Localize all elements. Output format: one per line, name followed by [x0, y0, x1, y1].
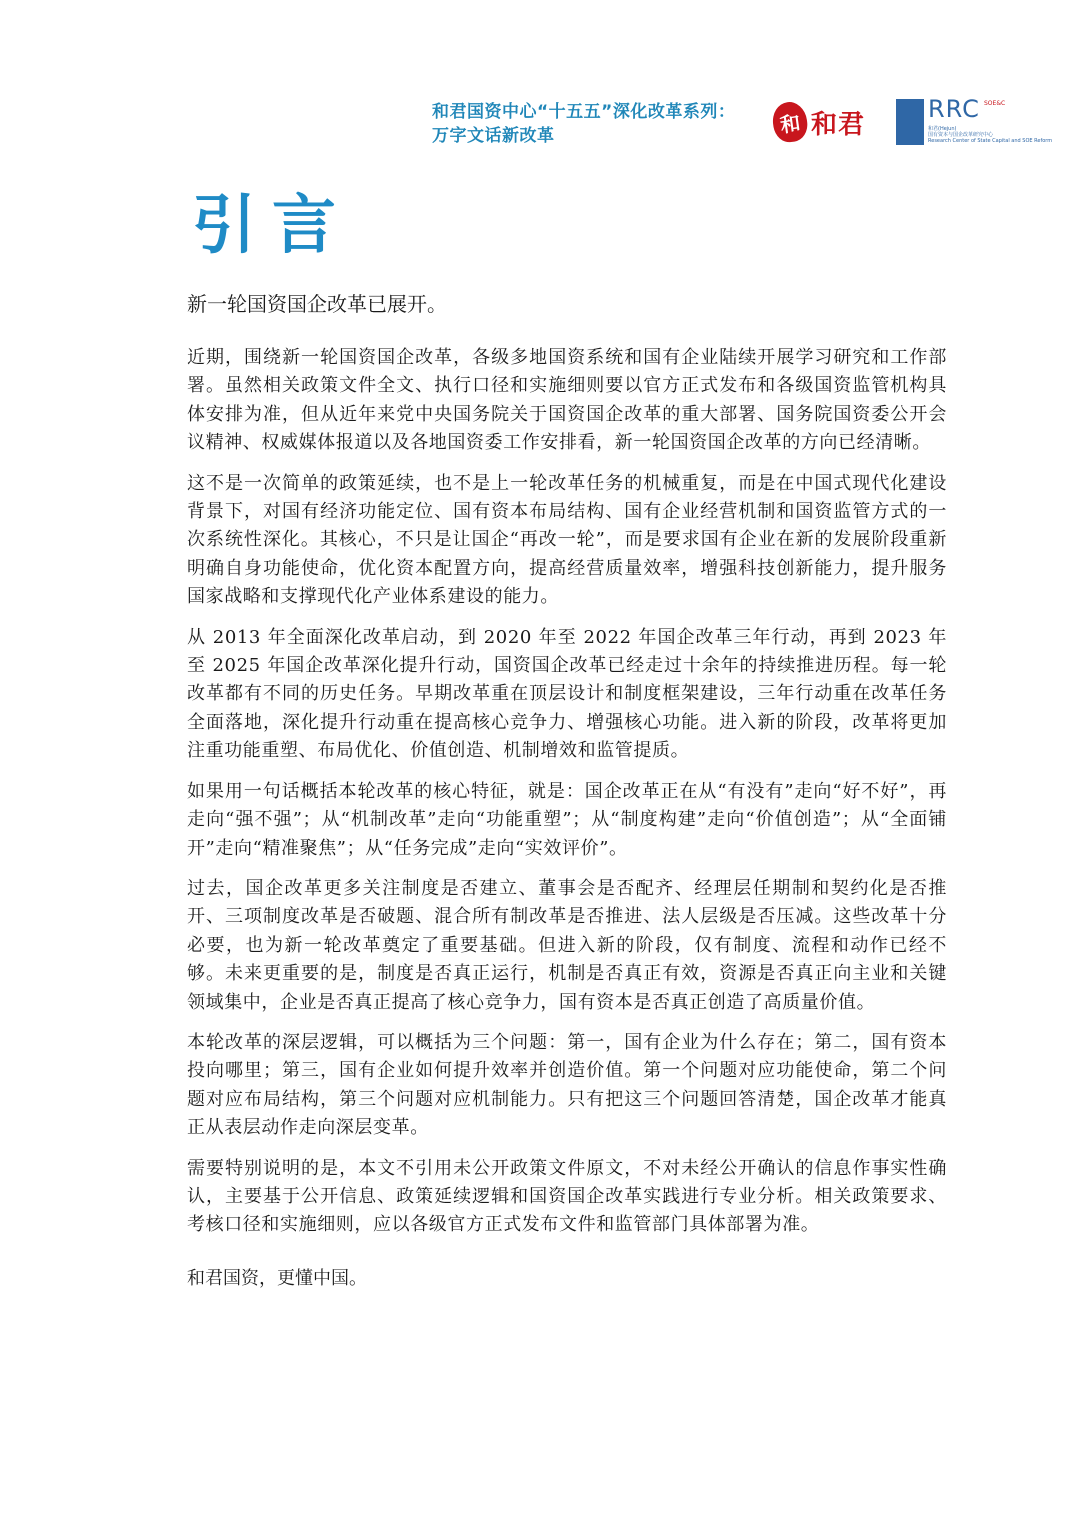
rrc-subtitle-line1: 和君(Hejun)	[928, 126, 957, 132]
hejun-logo-text: 和君	[811, 109, 866, 140]
paragraph-7: 需要特别说明的是，本文不引用未公开政策文件原文，不对未经公开确认的信息作事实性确认，主要基于公开信息、政策延续逻辑和国资国企改革实践进行专业分析。相关政策要求、考核口径和实施细则，应以各级官方正式发布文件和监管部门具体部署为准。	[187, 1157, 947, 1236]
series-title-line2: 万字文话新改革	[432, 126, 555, 146]
rrc-logo-text: RRC	[928, 95, 980, 123]
paragraph-3: 从 2013 年全面深化改革启动，到 2020 年至 2022 年国企改革三年行动，再到 2023 年至 2025 年国企改革深化提升行动，国资国企改革已经走过十余年的持续推进历程。每一轮改革都有不同的历史任务。早期改革重在顶层设计和制度框架建设，三年行动重在改革任务全面落地，深化提升行动重在提高核心竞争力、增强核心功能。进入新的阶段，改革将更加注重功能重塑、布局优化、价值创造、机制增效和监管提质。	[187, 626, 947, 762]
rrc-logo	[896, 95, 1053, 145]
page-title: 引言	[192, 189, 352, 263]
rrc-logo-subtitle	[928, 126, 1053, 144]
closing-slogan: 和君国资，更懂中国。	[187, 1268, 367, 1289]
rrc-subtitle-line3: Research Center of State Capital and SOE Reform	[928, 138, 1053, 144]
lead-sentence: 新一轮国资国企改革已展开。	[187, 292, 447, 316]
series-title-line1: 和君国资中心“十五五”深化改革系列：	[432, 102, 736, 122]
body-text	[187, 344, 947, 1252]
paragraph-5: 过去，国企改革更多关注制度是否建立、董事会是否配齐、经理层任期制和契约化是否推开、三项制度改革是否破题、混合所有制改革是否推进、法人层级是否压减。这些改革十分必要，也为新一轮改革奠定了重要基础。但进入新的阶段，仅有制度、流程和动作已经不够。未来更重要的是，制度是否真正运行，机制是否真正有效，资源是否真正向主业和关键领域集中，企业是否真正提高了核心竞争力，国有资本是否真正创造了高质量价值。	[187, 877, 947, 1013]
hejun-seal-icon: 和	[770, 100, 809, 144]
paragraph-6: 本轮改革的深层逻辑，可以概括为三个问题：第一，国有企业为什么存在；第二，国有资本投向哪里；第三，国有企业如何提升效率并创造价值。第一个问题对应功能使命，第二个问题对应布局结构，第三个问题对应机制能力。只有把这三个问题回答清楚，国企改革才能真正从表层动作走向深层变革。	[187, 1031, 947, 1139]
paragraph-2: 这不是一次简单的政策延续，也不是上一轮改革任务的机械重复，而是在中国式现代化建设背景下，对国有经济功能定位、国有资本布局结构、国有企业经营机制和国资监管方式的一次系统性深化。其核心，不只是让国企“再改一轮”，而是要求国有企业在新的发展阶段重新明确自身功能使命，优化资本配置方向，提高经营质量效率，增强科技创新能力，提升服务国家战略和支撑现代化产业体系建设的能力。	[187, 472, 947, 608]
hejun-logo	[773, 98, 878, 146]
paragraph-4: 如果用一句话概括本轮改革的核心特征，就是：国企改革正在从“有没有”走向“好不好”，再走向“强不强”；从“机制改革”走向“功能重塑”；从“制度构建”走向“价值创造”；从“全面铺开”走向“精准聚焦”；从“任务完成”走向“实效评价”。	[187, 780, 947, 859]
rrc-logo-tag: SOE&C	[984, 100, 1006, 107]
rrc-subtitle-line2: 国有资本与国企改革研究中心	[928, 132, 994, 138]
series-header	[432, 100, 735, 148]
paragraph-1: 近期，围绕新一轮国资国企改革，各级多地国资系统和国有企业陆续开展学习研究和工作部署。虽然相关政策文件全文、执行口径和实施细则要以官方正式发布和各级国资监管机构具体安排为准，但从近年来党中央国务院关于国资国企改革的重大部署、国务院国资委公开会议精神、权威媒体报道以及各地国资委工作安排看，新一轮国资国企改革的方向已经清晰。	[187, 347, 947, 454]
rrc-logo-block	[896, 99, 924, 145]
